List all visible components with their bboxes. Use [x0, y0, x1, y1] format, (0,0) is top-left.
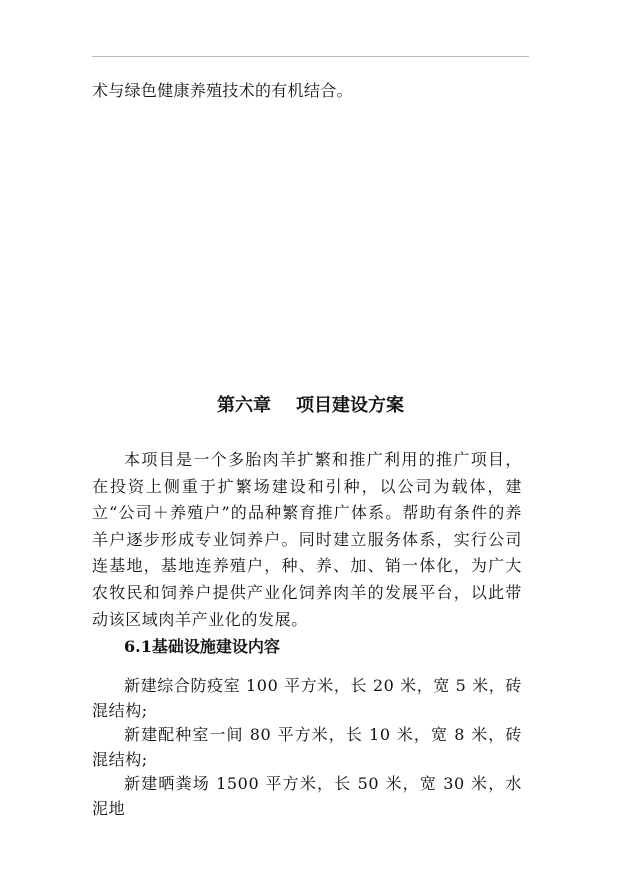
construction-item: 新建综合防疫室 100 平方米，长 20 米，宽 5 米，砖混结构; [92, 676, 522, 720]
header-rule [92, 56, 529, 57]
chapter-title: 第六章 项目建设方案 [216, 395, 405, 416]
construction-item: 新建晒粪场 1500 平方米，长 50 米，宽 30 米，水泥地 [92, 774, 522, 818]
construction-item: 新建配种室一间 80 平方米，长 10 米，宽 8 米，砖混结构; [92, 725, 522, 769]
section-title: 6.1基础设施建设内容 [124, 637, 280, 656]
body-paragraph: 本项目是一个多胎肉羊扩繁和推广利用的推广项目，在投资上侧重于扩繁场建设和引种，以公司为载体，建立“公司＋养殖户”的品种繁育推广体系。帮助有条件的养羊户逐步形成专业饲养户。同时建立服务体系，实行公司连基地，基地连养殖户，种、养、加、销一体化，为广大农牧民和饲养户提供产业化饲养肉羊的发展平台，以此带动该区域肉羊产业化的发展。 [92, 450, 522, 629]
continuation-text: 术与绿色健康养殖技术的有机结合。 [92, 81, 353, 100]
